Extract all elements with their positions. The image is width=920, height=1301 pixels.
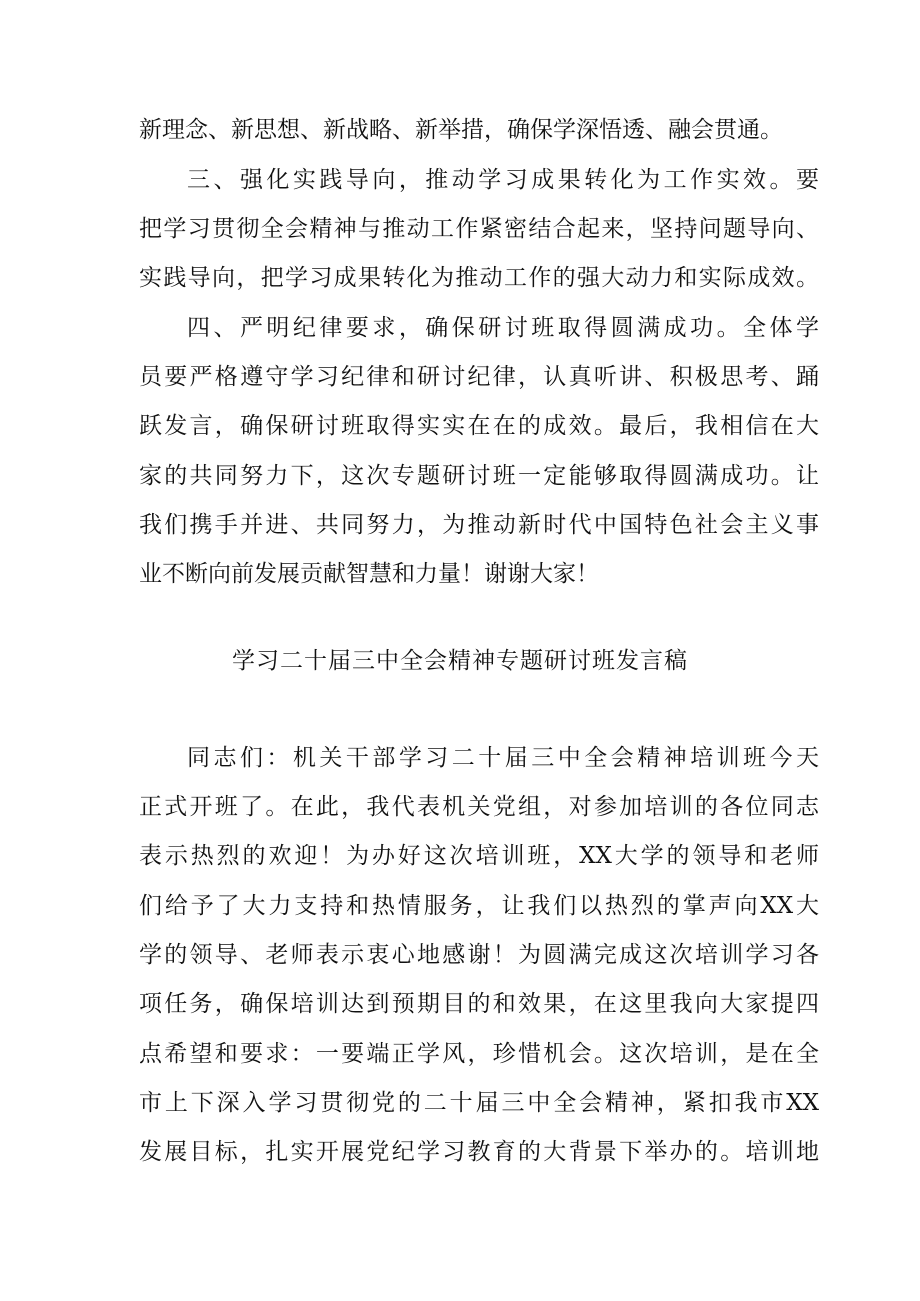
paragraph-line: 点希望和要求：一要端正学风，珍惜机会。这次培训，是在全 bbox=[139, 1041, 819, 1067]
paragraph-line: 我们携手并进、共同努力，为推动新时代中国特色社会主义事 bbox=[139, 512, 819, 538]
paragraph-line: 发展目标，扎实开展党纪学习教育的大背景下举办的。培训地 bbox=[139, 1139, 819, 1165]
paragraph-line: 业不断向前发展贡献智慧和力量！谢谢大家！ bbox=[139, 561, 599, 587]
paragraph-line: 实践导向，把学习成果转化为推动工作的强大动力和实际成效。 bbox=[139, 265, 819, 291]
paragraph-line: 把学习贯彻全会精神与推动工作紧密结合起来，坚持问题导向、 bbox=[139, 216, 819, 242]
paragraph-line: 家的共同努力下，这次专题研讨班一定能够取得圆满成功。让 bbox=[139, 463, 819, 489]
paragraph-line: 新理念、新思想、新战略、新举措，确保学深悟透、融会贯通。 bbox=[139, 117, 783, 143]
paragraph-line: 们给予了大力支持和热情服务，让我们以热烈的掌声向XX大 bbox=[139, 893, 819, 919]
paragraph-line: 市上下深入学习贯彻党的二十届三中全会精神，紧扣我市XX bbox=[139, 1090, 819, 1116]
document-title: 学习二十届三中全会精神专题研讨班发言稿 bbox=[232, 648, 688, 674]
paragraph-line: 三、强化实践导向，推动学习成果转化为工作实效。要 bbox=[187, 167, 819, 193]
paragraph-line: 表示热烈的欢迎！为办好这次培训班，XX大学的领导和老师 bbox=[139, 843, 819, 869]
paragraph-line: 学的领导、老师表示衷心地感谢！为圆满完成这次培训学习各 bbox=[139, 942, 819, 968]
paragraph-line: 跃发言，确保研讨班取得实实在在的成效。最后，我相信在大 bbox=[139, 413, 819, 439]
paragraph-line: 同志们：机关干部学习二十届三中全会精神培训班今天 bbox=[187, 745, 819, 771]
paragraph-line: 项任务，确保培训达到预期目的和效果，在这里我向大家提四 bbox=[139, 991, 819, 1017]
paragraph-line: 员要严格遵守学习纪律和研讨纪律，认真听讲、积极思考、踊 bbox=[139, 364, 819, 390]
paragraph-line: 正式开班了。在此，我代表机关党组，对参加培训的各位同志 bbox=[139, 794, 819, 820]
paragraph-line: 四、严明纪律要求，确保研讨班取得圆满成功。全体学 bbox=[187, 315, 819, 341]
